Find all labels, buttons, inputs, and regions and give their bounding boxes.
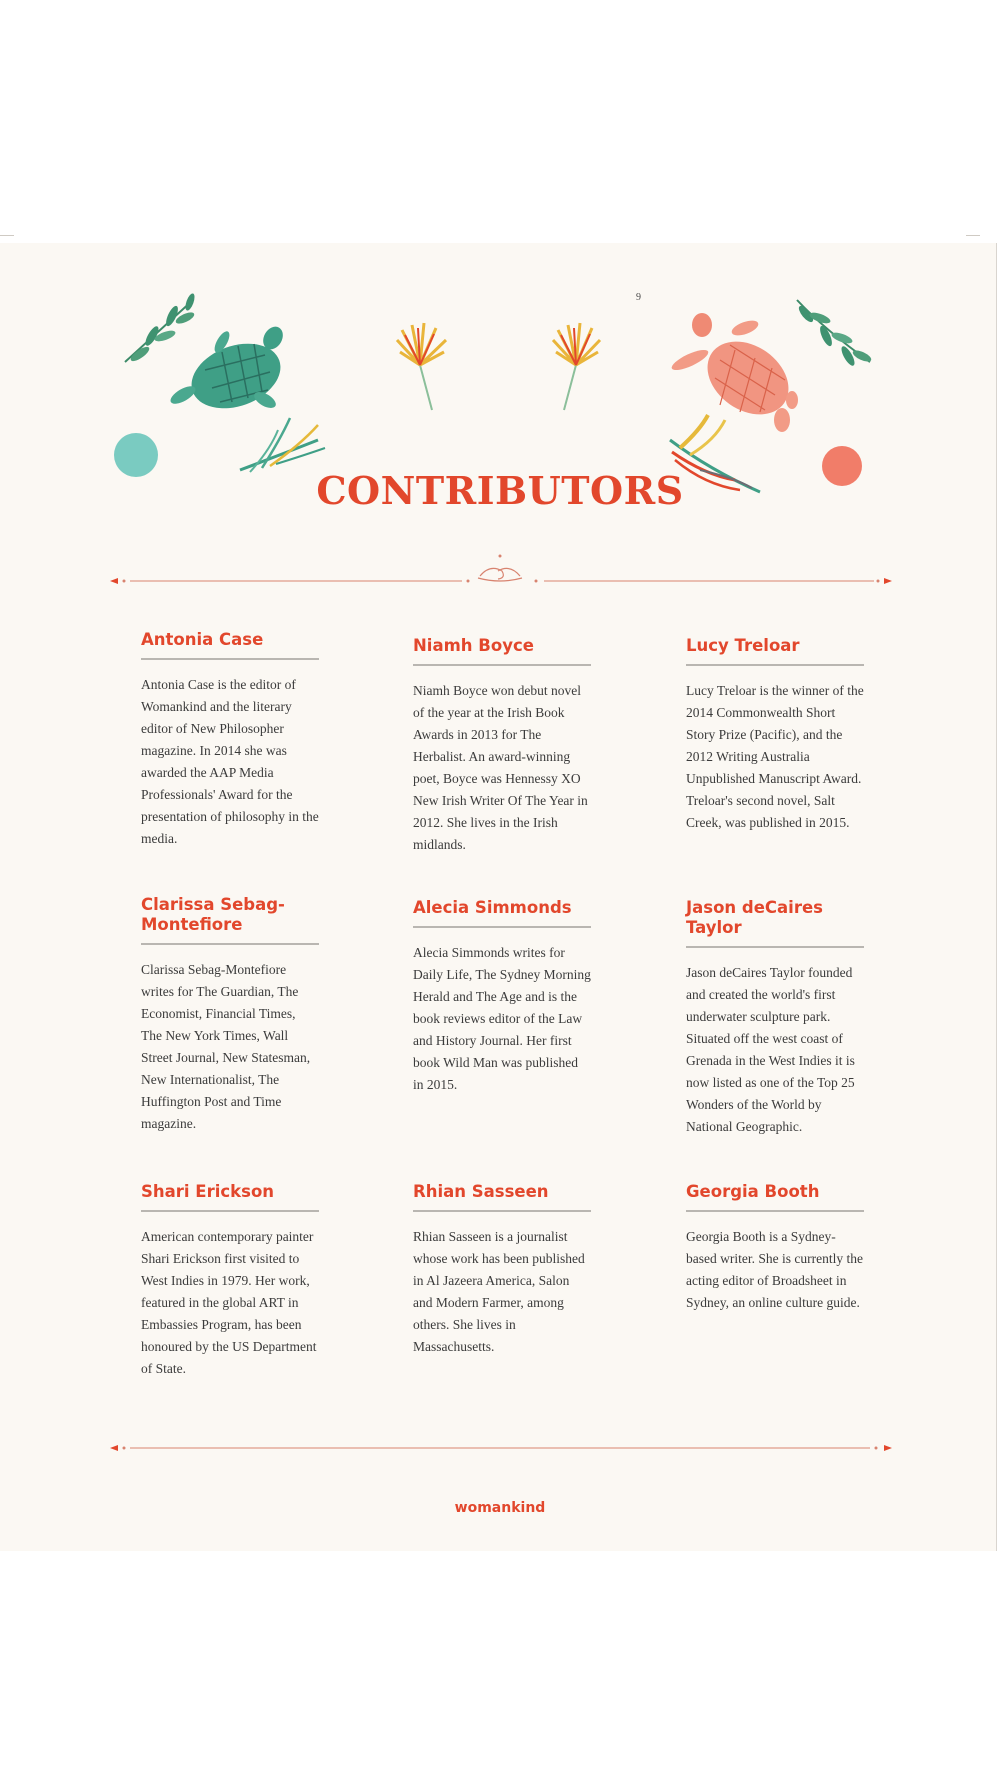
contributor-entry bbox=[686, 898, 864, 1138]
contributor-name: Niamh Boyce bbox=[413, 636, 591, 666]
contributor-name: Clarissa Sebag-Montefiore bbox=[141, 895, 319, 945]
page-edge-mark bbox=[0, 235, 14, 236]
contributor-name: Lucy Treloar bbox=[686, 636, 864, 666]
contributor-entry bbox=[686, 1182, 864, 1314]
contributor-bio: Georgia Booth is a Sydney-based writer. She is currently the acting editor of Broadsheet in Sydney, an online culture guide. bbox=[686, 1229, 863, 1310]
page-number: 9 bbox=[636, 292, 641, 303]
contributor-entry bbox=[141, 1182, 319, 1380]
contributor-bio: Niamh Boyce won debut novel of the year at the Irish Book Awards in 2013 for The Herbalist. An award-winning poet, Boyce was Hennessy XO New Irish Writer Of The Year in 2012. She lives in the Irish midlands. bbox=[413, 683, 588, 852]
contributor-name: Alecia Simmonds bbox=[413, 898, 591, 928]
contributor-name: Antonia Case bbox=[141, 630, 319, 660]
contributor-entry bbox=[141, 630, 319, 850]
contributor-name: Jason deCaires Taylor bbox=[686, 898, 864, 948]
contributor-bio: Rhian Sasseen is a journalist whose work has been published in Al Jazeera America, Salon and Modern Farmer, among others. She lives in Massachusetts. bbox=[413, 1229, 585, 1354]
contributor-bio: Lucy Treloar is the winner of the 2014 Commonwealth Short Story Prize (Pacific), and the 2012 Writing Australia Unpublished Manuscript Award. Treloar's second novel, Salt Creek, was published in 2015. bbox=[686, 683, 864, 830]
contributor-name: Rhian Sasseen bbox=[413, 1182, 591, 1212]
contributor-entry bbox=[413, 636, 591, 856]
contributor-bio: Jason deCaires Taylor founded and created the world's first underwater sculpture park. Situated off the west coast of Grenada in the West Indies it is now listed as one of the Top 25 Wonders of the World by National Geographic. bbox=[686, 965, 855, 1134]
page-edge-mark bbox=[966, 235, 980, 236]
contributor-entry bbox=[141, 895, 319, 1135]
contributor-bio: Alecia Simmonds writes for Daily Life, The Sydney Morning Herald and The Age and is the book reviews editor of the Law and History Journal. Her first book Wild Man was published in 2015. bbox=[413, 945, 591, 1092]
contributor-entry bbox=[413, 898, 591, 1096]
page-title: CONTRIBUTORS bbox=[316, 468, 684, 513]
contributor-name: Georgia Booth bbox=[686, 1182, 864, 1212]
contributor-entry bbox=[413, 1182, 591, 1358]
contributor-name: Shari Erickson bbox=[141, 1182, 319, 1212]
contributor-bio: American contemporary painter Shari Erickson first visited to West Indies in 1979. Her work, featured in the global ART in Embassies Program, has been honoured by the US Department of State. bbox=[141, 1229, 317, 1376]
contributor-entry bbox=[686, 636, 864, 834]
footer-brand: womankind bbox=[454, 1500, 546, 1516]
contributor-bio: Clarissa Sebag-Montefiore writes for The Guardian, The Economist, Financial Times, The New York Times, Wall Street Journal, New Statesman, New Internationalist, The Huffington Post and Time magazine. bbox=[141, 962, 311, 1131]
contributor-bio: Antonia Case is the editor of Womankind and the literary editor of New Philosopher magazine. In 2014 she was awarded the AAP Media Professionals' Award for the presentation of philosophy in the media. bbox=[141, 677, 319, 846]
